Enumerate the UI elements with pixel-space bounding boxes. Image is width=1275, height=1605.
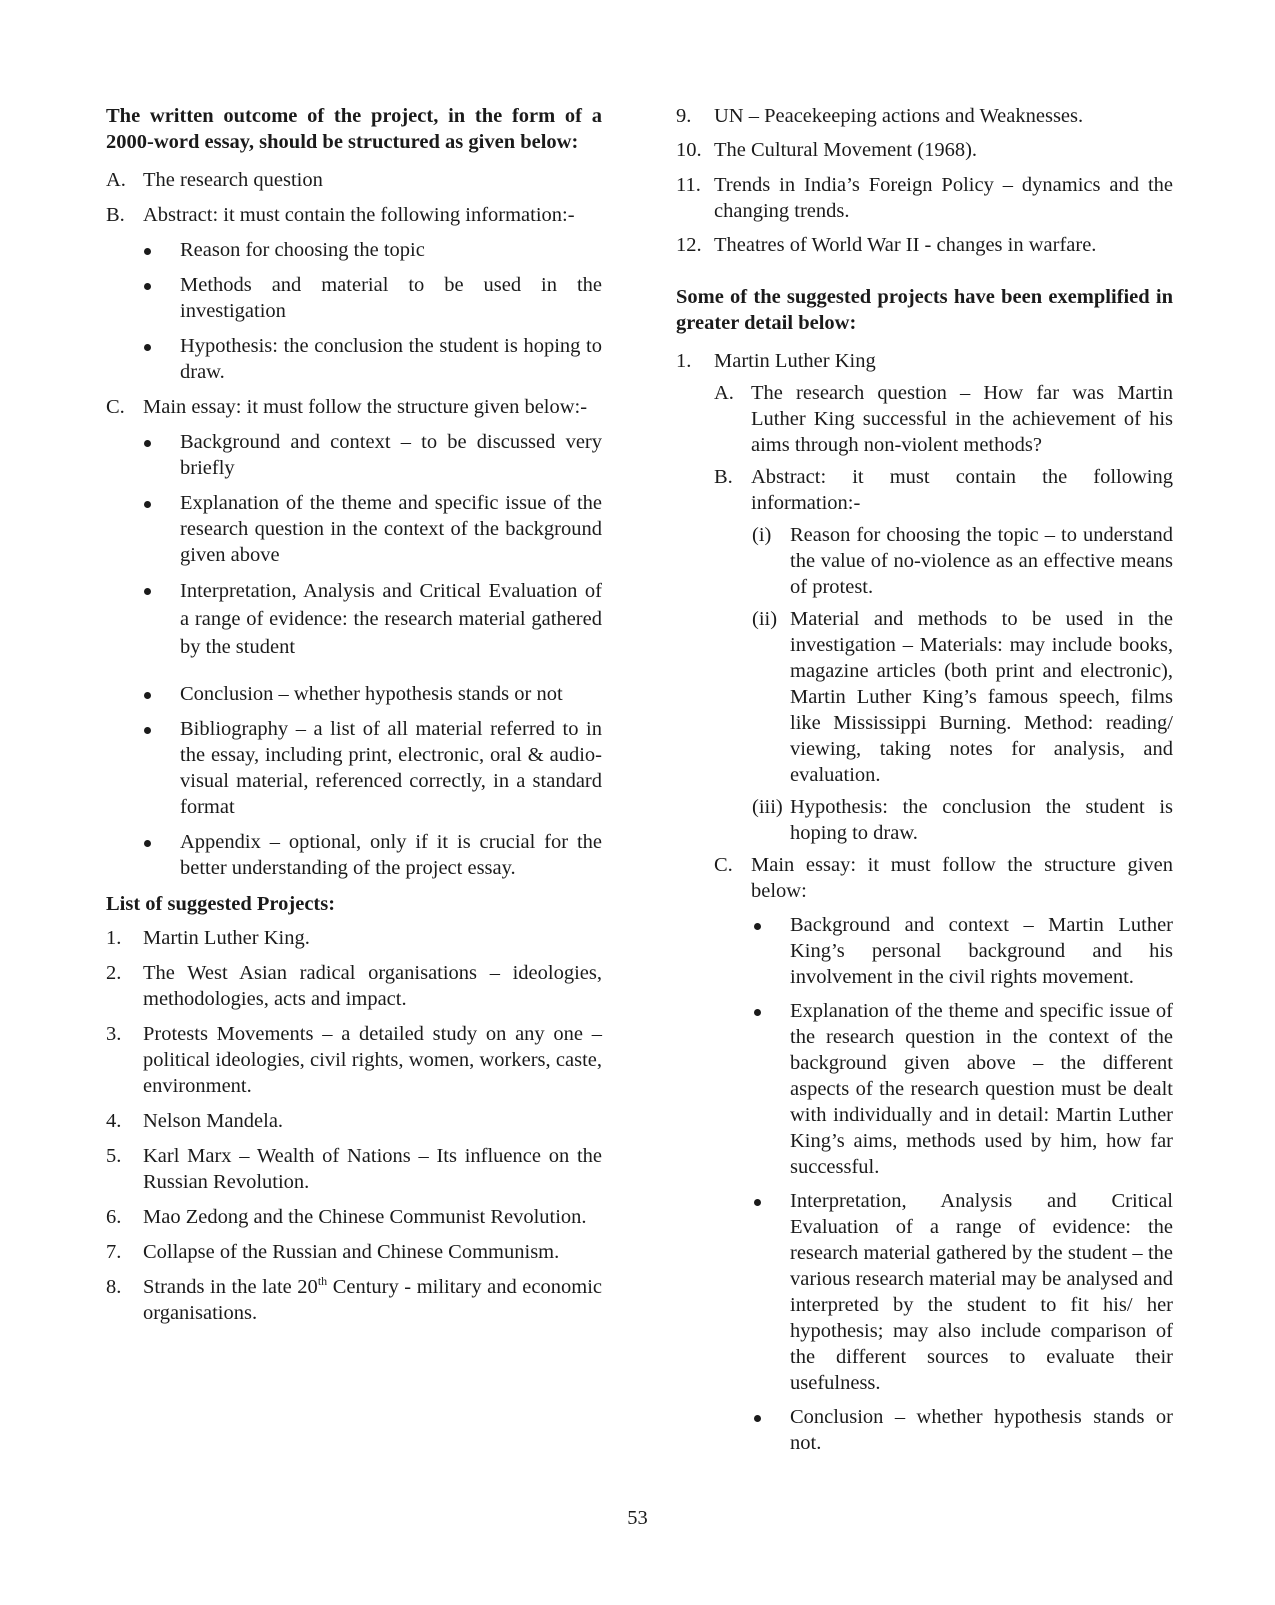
item-label: B.	[106, 204, 125, 226]
bullet-icon	[106, 829, 180, 881]
bullet-item: Conclusion – whether hypothesis stands or not	[106, 681, 602, 707]
bullet-item: Interpretation, Analysis and Critical Evaluation of a range of evidence: the research material gathered by the student – the various research material may be analysed and interpreted by the student to fit his/ her hypothesis; may also include comparison of the different sources to evaluate their usefulness.	[752, 1188, 1173, 1396]
structure-item-a	[106, 167, 602, 193]
bullet-item: Background and context – to be discussed very briefly	[106, 429, 602, 481]
bullet-icon	[752, 998, 790, 1180]
example-title: 1. Martin Luther King	[676, 350, 876, 372]
project-item: 7. Collapse of the Russian and Chinese Communism.	[106, 1241, 560, 1263]
project-item: 9. UN – Peacekeeping actions and Weaknesses.	[676, 105, 1084, 127]
example-item-a: A. The research question – How far was Martin Luther King successful in the achievement of his aims through non-violent methods?	[714, 382, 1173, 456]
bullet-item: Bibliography – a list of all material referred to in the essay, including print, electronic, oral & audio-visual material, referenced correctly, in a standard format	[106, 716, 602, 820]
project-item: 3. Protests Movements – a detailed study on any one – political ideologies, civil rights, women, workers, caste, environment.	[106, 1023, 602, 1097]
item-label: A.	[106, 169, 126, 191]
roman-item: (i) Reason for choosing the topic – to understand the value of no-violence as an effective means of protest.	[752, 524, 1173, 598]
bullet-item: Hypothesis: the conclusion the student is hoping to draw.	[106, 333, 602, 385]
left-column	[106, 103, 602, 1326]
bullet-icon	[106, 333, 180, 385]
structure-item-b	[106, 202, 602, 228]
bullet-item: Background and context – Martin Luther King’s personal background and his involvement in the civil rights movement.	[752, 912, 1173, 990]
bullet-icon	[106, 237, 180, 263]
project-item: 4. Nelson Mandela.	[106, 1110, 284, 1132]
example-bullets	[714, 912, 1173, 1456]
roman-item: (ii) Material and methods to be used in the investigation – Materials: may include books, magazine articles (both print and electronic), Martin Luther King’s famous speech, films like Mississippi Burning. Method: reading/ viewing, taking notes for analysis, and evaluation.	[752, 608, 1173, 786]
project-item: 10. The Cultural Movement (1968).	[676, 139, 978, 161]
bullet-item: Explanation of the theme and specific issue of the research question in the context of the background given above – the different aspects of the research question must be dealt with individually and in detail: Martin Luther King’s aims, methods used by him, how far successful.	[752, 998, 1173, 1180]
bullet-icon	[106, 577, 180, 661]
bullet-item: Appendix – optional, only if it is crucial for the better understanding of the project essay.	[106, 829, 602, 881]
project-item: 8. Strands in the late 20th Century - military and economic organisations.	[106, 1274, 602, 1324]
item-text: The research question	[143, 169, 323, 191]
bullet-item: Interpretation, Analysis and Critical Evaluation of a range of evidence: the research material gathered by the student	[106, 577, 602, 661]
bullet-icon	[752, 1404, 790, 1456]
bullet-icon	[752, 912, 790, 990]
bullet-icon	[106, 716, 180, 820]
example-item-c: C. Main essay: it must follow the structure given below:	[714, 854, 1173, 902]
essay-structure-heading: The written outcome of the project, in the form of a 2000-word essay, should be structured as given below:	[106, 105, 602, 153]
bullet-icon	[106, 429, 180, 481]
roman-list	[714, 522, 1173, 846]
item-text: Abstract: it must contain the following information:-	[143, 204, 575, 226]
bullet-icon	[106, 681, 180, 707]
bullet-item: Methods and material to be used in the investigation	[106, 272, 602, 324]
project-item: 1. Martin Luther King.	[106, 927, 310, 949]
example-item-b: B. Abstract: it must contain the following information:-	[714, 466, 1173, 514]
bullet-item: Conclusion – whether hypothesis stands or not.	[752, 1404, 1173, 1456]
project-item: 6. Mao Zedong and the Chinese Communist Revolution.	[106, 1206, 587, 1228]
project-item: 5. Karl Marx – Wealth of Nations – Its influence on the Russian Revolution.	[106, 1145, 602, 1193]
item-text: Main essay: it must follow the structure given below:-	[143, 396, 588, 418]
roman-item: (iii) Hypothesis: the conclusion the student is hoping to draw.	[752, 796, 1173, 844]
project-item: 12. Theatres of World War II - changes in warfare.	[676, 234, 1097, 256]
bullet-icon	[106, 490, 180, 568]
item-label: C.	[106, 396, 125, 418]
project-item: 11. Trends in India’s Foreign Policy – dynamics and the changing trends.	[676, 174, 1173, 222]
bullet-item: Reason for choosing the topic	[106, 237, 602, 263]
detail-heading: Some of the suggested projects have been exemplified in greater detail below:	[676, 286, 1173, 334]
bullet-item: Explanation of the theme and specific issue of the research question in the context of the background given above	[106, 490, 602, 568]
structure-item-c	[106, 394, 602, 420]
bullet-icon	[106, 272, 180, 324]
projects-heading: List of suggested Projects:	[106, 893, 336, 915]
bullet-icon	[752, 1188, 790, 1396]
right-column	[676, 103, 1173, 1456]
example-body	[676, 380, 1173, 1456]
project-item: 2. The West Asian radical organisations – ideologies, methodologies, acts and impact.	[106, 962, 602, 1010]
page-number: 53	[627, 1507, 648, 1529]
